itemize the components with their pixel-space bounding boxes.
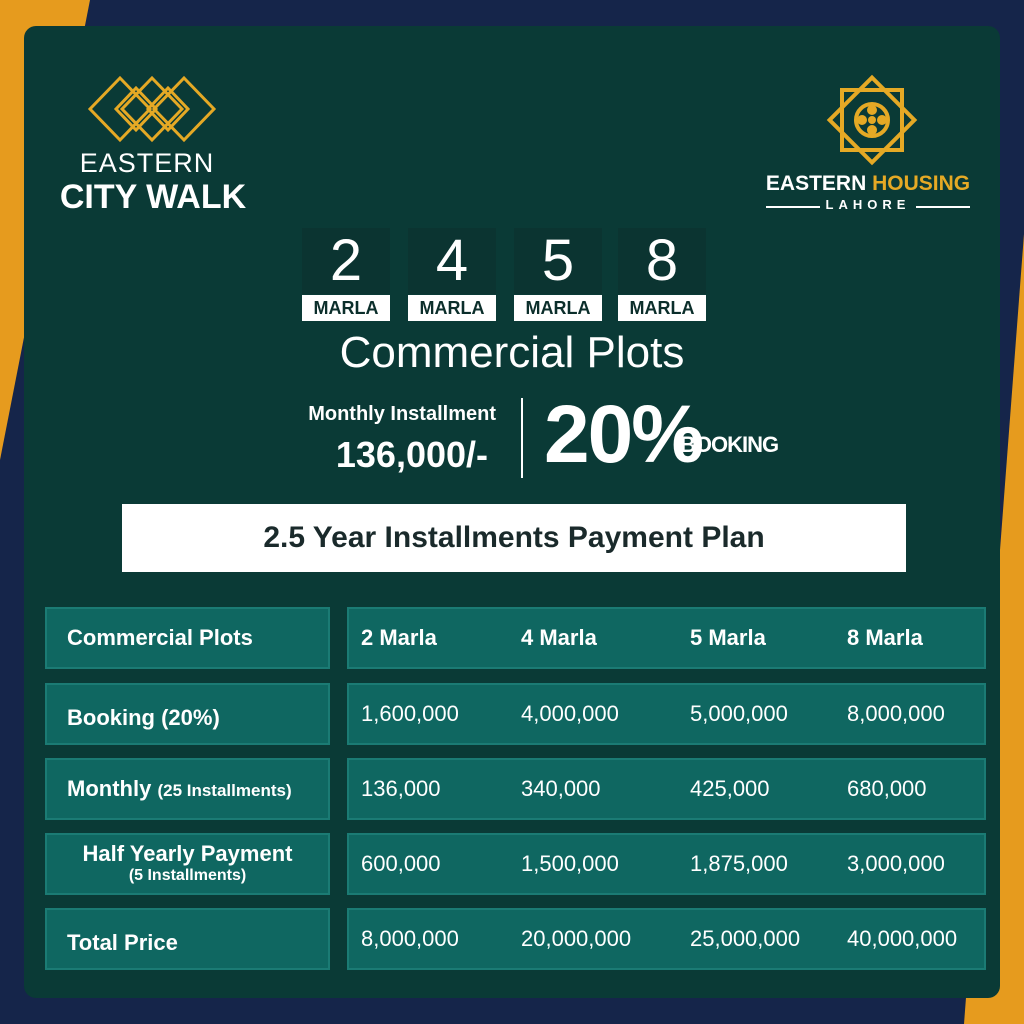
table-cell: 5,000,000 <box>690 701 788 726</box>
project-name-line2: CITY WALK <box>59 178 247 216</box>
table-row <box>45 908 986 970</box>
headline: Commercial Plots <box>339 328 685 377</box>
table-cell: 4,000,000 <box>521 701 619 726</box>
table-cell: 40,000,000 <box>847 926 958 951</box>
row-label-cell <box>45 758 330 820</box>
values-cell <box>347 607 986 669</box>
table-cell: 3,000,000 <box>847 851 945 876</box>
table-cell: 340,000 <box>521 776 601 801</box>
table-cell: 1,500,000 <box>521 851 619 876</box>
partner-city <box>766 196 970 216</box>
booking-label: BOOKING <box>680 432 779 457</box>
table-row <box>45 833 986 895</box>
size-number: 4 <box>408 228 496 294</box>
column-header: 5 Marla <box>690 625 766 650</box>
row-label-main: Half Yearly Payment <box>82 841 293 866</box>
size-number: 5 <box>514 228 602 294</box>
table-cell: 8,000,000 <box>361 926 459 951</box>
size-unit: MARLA <box>514 295 602 321</box>
table-cell: 680,000 <box>847 776 927 801</box>
monthly-installment-value: 136,000/- <box>335 434 488 475</box>
project-name-line1: EASTERN <box>79 148 215 178</box>
size-card-5 <box>514 228 602 324</box>
column-header: 8 Marla <box>847 625 923 650</box>
size-unit: MARLA <box>302 295 390 321</box>
plan-title: 2.5 Year Installments Payment Plan <box>122 504 906 572</box>
table-row <box>45 683 986 745</box>
partner-city-label: LAHORE <box>825 197 911 212</box>
table-row <box>45 758 986 820</box>
diamond-lattice-logo-icon <box>86 74 218 144</box>
table-header-row <box>45 607 986 669</box>
row-label: Total Price <box>67 930 178 955</box>
partner-name: EASTERN HOUSING <box>765 172 971 195</box>
values-cell <box>347 758 986 820</box>
row-label: Commercial Plots <box>67 625 253 650</box>
size-card-8 <box>618 228 706 324</box>
size-card-4 <box>408 228 496 324</box>
column-header: 4 Marla <box>521 625 597 650</box>
row-label-cell <box>45 908 330 970</box>
monthly-installment-label: Monthly Installment <box>308 403 496 425</box>
row-label-cell <box>45 683 330 745</box>
size-number: 2 <box>302 228 390 294</box>
size-unit: MARLA <box>408 295 496 321</box>
values-cell <box>347 908 986 970</box>
ornate-flower-logo-icon <box>824 72 920 168</box>
values-cell <box>347 683 986 745</box>
table-cell: 20,000,000 <box>521 926 632 951</box>
row-label-cell <box>45 833 330 895</box>
column-header: 2 Marla <box>361 625 437 650</box>
table-cell: 600,000 <box>361 851 441 876</box>
row-label-cell <box>45 607 330 669</box>
size-number: 8 <box>618 228 706 294</box>
row-label-sub: (5 Installments) <box>128 867 247 884</box>
table-cell: 425,000 <box>690 776 770 801</box>
row-label: Booking (20%) <box>67 705 220 730</box>
booking-percent: 20% <box>544 389 703 480</box>
table-cell: 1,600,000 <box>361 701 459 726</box>
table-cell: 25,000,000 <box>690 926 801 951</box>
vertical-divider <box>521 398 523 478</box>
size-unit: MARLA <box>618 295 706 321</box>
table-cell: 8,000,000 <box>847 701 945 726</box>
row-label <box>47 841 328 885</box>
size-card-2 <box>302 228 390 324</box>
row-label: Monthly (25 Installments) <box>67 776 292 801</box>
values-cell <box>347 833 986 895</box>
table-cell: 136,000 <box>361 776 441 801</box>
table-cell: 1,875,000 <box>690 851 788 876</box>
